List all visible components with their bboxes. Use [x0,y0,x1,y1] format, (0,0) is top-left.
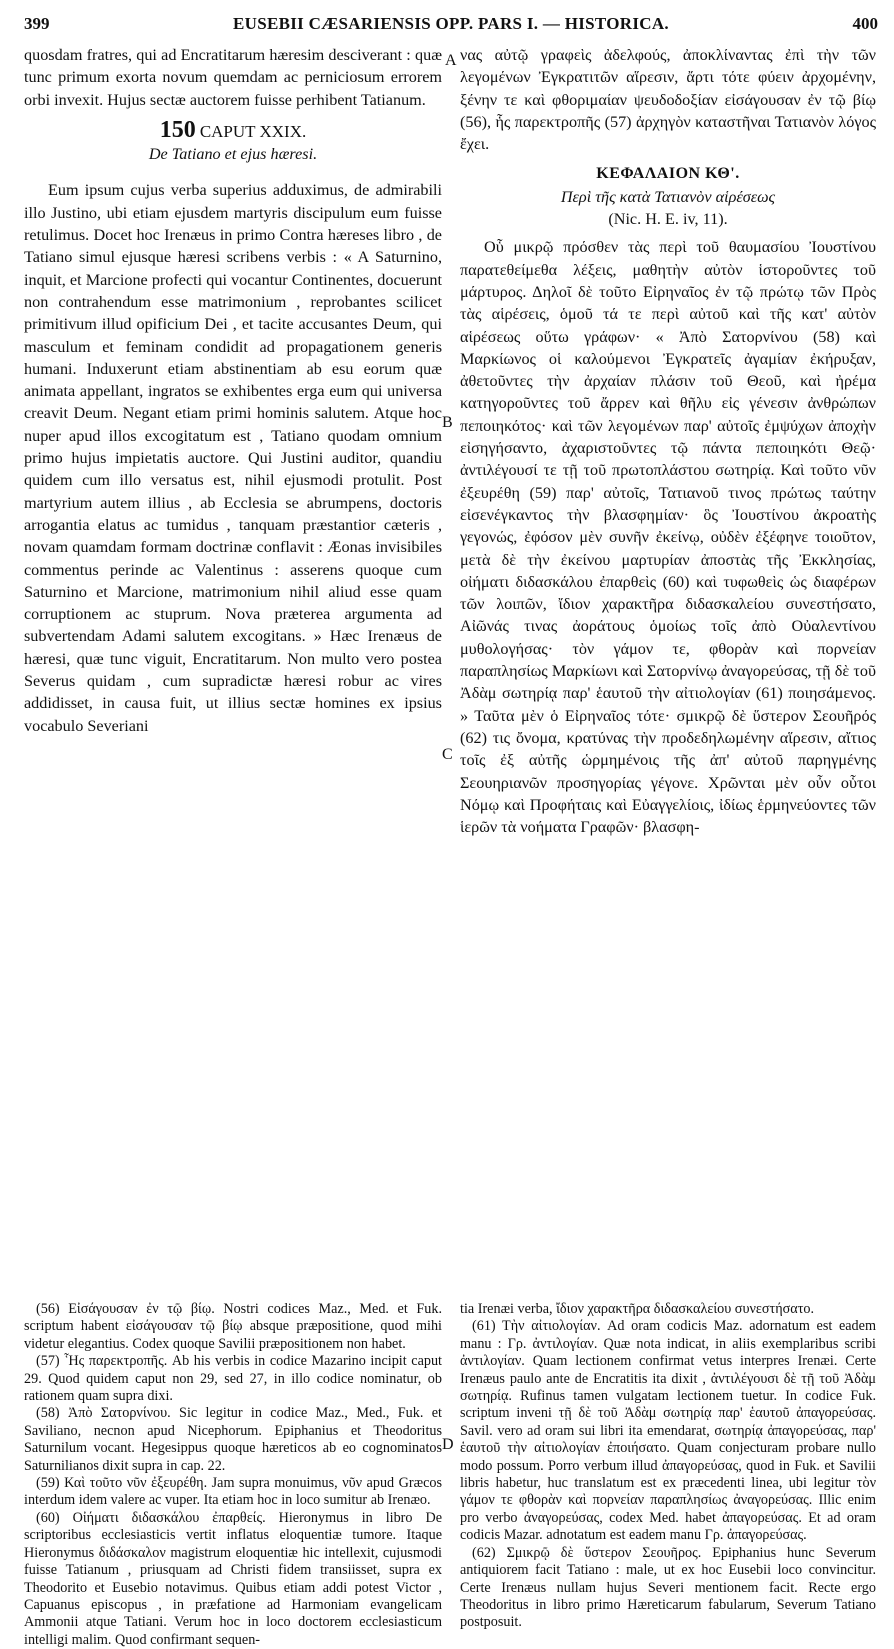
latin-chapter-heading [24,116,442,143]
footnote-56: (56) Εἰσάγουσαν ἐν τῷ βίῳ. Nostri codices Maz., Med. et Fuk. scriptum habent εἰσάγουσαν τῷ βίῳ absque præpositione, quod mihi videtur elegantius. Codex quoque Savilii præpositionem non habet. [24,1301,442,1352]
footnote-60: (60) Οἰήματι διδασκάλου ἐπαρθείς. Hieronymus in libro De scriptoribus ecclesiasticis vertit inflatus eloquentiæ tumore. Itaque Hieronymus διδάσκαλον magistrum eloquentiæ hic intellexit, cujusmodi fuisse Tatianum , priusquam ad Christi fidem transiisset, supra ex Theodorito et Eusebio notavimus. Quibus etiam addi potest Victor , Capuanus episcopus , in præfatione ad Harmoniam evangelicam Ammonii atque Tatiani. Verum hoc in loco doctorem ecclesiasticum intelligi malim. Quod confirmant sequen- [24,1509,442,1648]
chapter-number: 150 [159,116,196,143]
running-title: EUSEBII CÆSARIENSIS OPP. PARS I. — HISTORICA. [233,14,669,33]
latin-body: Eum ipsum cujus verba superius adduximus, de admirabili illo Justino, ubi etiam ejusdem martyris discipulum eum fuisse retulimus. Docet hoc Irenæus in primo Contra hæreses libro , de Tatiano simul ejusque hæresi scribens verbis : « A Saturnino, inquit, et Marcione profecti qui vocantur Continentes, docuerunt non contrahendum esse matrimonium , reprobantes scilicet primitivum illud opificium Dei , et tacite accusantes Deum, qui masculum et feminam condidit ad propagationem generis humani. Induxerunt etiam abstinentiam ab esu eorum quæ animata appellant, ingratos se exhibentes erga eum qui universa creavit Deum. Negant etiam primi hominis salutem. Atque hoc nuper apud illos excogitatum est , Tatiano quodam omnium primo hujus impietatis auctore. Qui Justini auditor, quandiu quidem cum illo versatus est, nihil ejusmodi protulit. Post martyrium autem illius , ab Ecclesia se abrumpens, doctoris arrogantia elatus ac tumidus , tanquam præstantior cæteris , novam quamdam formam doctrinæ conflavit : Æonas invisibiles commentus perinde ac Valentinus : asserens quoque cum Saturnino et Marcione, matrimonium nihil aliud esse quam corruptionem ac stuprum. Nova præterea argumenta ad subvertendam Adami salutem excogitans. » Hæc Irenæus de hæresi, quæ tunc viguit, Encratitarum. Non multo vero postea Severus quidam , cum supradictæ hæresi robur ac vires addidisset, in causa fuit, ut illius sectæ homines ex ipsius vocabulo Severiani [24,181,442,735]
latin-chapter-title: CAPUT XXIX. [199,121,307,141]
greek-column [460,44,876,838]
greek-chapter-ref: (Nic. H. E. iv, 11). [608,210,728,229]
latin-intro: quosdam fratres, qui ad Encratitarum hæresim desciverant : quæ tunc primum exorta novum quemdam ac perniciosum errorem orbi invexit. Hujus sectæ auctorem fuisse perhibent Tatianum. [24,46,442,109]
margin-letter-a: A [445,52,457,69]
footnote-61: (61) Τὴν αἰτιολογίαν. Ad oram codicis Maz. adornatum est eadem manu : Γρ. ἀντιλογίαν. Quæ nota indicat, in aliis exemplaribus scribi ἀντιλογίαν. Quam lectionem confirmat vetus interpres Irenæi. Certe Irenæus paulo ante de Encratitis ita dixit , ἀντιλέγουσι δὲ τῇ τοῦ Ἀδὰμ σωτηρίᾳ. Rufinus tamen vulgatam lectionem tuetur. In codice Fuk. scriptum inveni τῇ δὲ τοῦ Ἀδὰμ σωτηρίᾳ παρ' ἑαυτοῦ ἀπαγορεύσας. Savil. vero ad oram sui libri ita emendarat, σωτηρίᾳ ἀπαγορεύσας, παρ' ἑαυτοῦ τὴν αἰτιολογίαν ἐποιήσατο. Quam conjecturam probare nullo modo possum. Porro verbum illud ἀπαγορεύσας, quod in Fuk. et Savilii libris habetur, huc translatum est ex præcedenti linea, ubi legitur τὸν γάμον τε φθορὰν καὶ πορνείαν παραπλησίως ἀναγορεύσας. Illic enim pro verbo ἀναγορεύσας, codex Med. habet ἀπαγορεύσας. Et ad oram codicis Mazar. adnotatum est eadem manu Γρ. ἀπαγορεύσας. [460,1318,876,1544]
page-number-left: 399 [24,14,50,33]
footnote-59: (59) Καὶ τοῦτο νῦν ἐξευρέθη. Jam supra monuimus, νῦν apud Græcos interdum idem valere ac vuper. Ita etiam hoc in loco sumitur ab Irenæo. [24,1475,442,1509]
footnote-60-continued: tia Irenæi verba, ἴδιον χαρακτῆρα διδασκαλείου συνεστήσατο. [460,1301,815,1317]
footnote-62: (62) Σμικρῷ δὲ ὕστερον Σεουῆρος. Epiphanius hunc Severum antiquiorem facit Tatiano : male, ut ex hoc Eusebii loco convincitur. Certe Irenæus nullam hujus Severi mentionem facit. Recte ergo Theodoritus in libro primo Hæreticarum fabularum, Severum Tatiano postposuit. [460,1544,876,1631]
margin-letter-c: C [442,746,453,763]
footnotes-right [460,1301,876,1632]
footnotes-left [24,1301,442,1649]
latin-chapter-subtitle: De Tatiano et ejus hæresi. [148,145,318,164]
greek-intro: νας αὐτῷ γραφεὶς ἀδελφούς, ἀποκλίναντας ἐπὶ τὴν τῶν λεγομένων Ἐγκρατιτῶν αἵρεσιν, ἄρτι τότε φύειν ἀρχομένην, ξένην τε καὶ φθοριμαίαν ψευδοδοξίαν εἰσάγουσαν ἐν τῷ βίῳ (56), ἧς παρεκτροπῆς (57) ἀρχηγὸν καταστῆναι Τατιανὸν λόγος ἔχει. [460,46,876,154]
greek-body: Οὗ μικρῷ πρόσθεν τὰς περὶ τοῦ θαυμασίου Ἰουστίνου παρατεθείμεθα λέξεις, μαθητὴν αὐτὸν ἱστοροῦντες τοῦ μάρτυρος. Δηλοῖ δὲ τοῦτο Εἰρηναῖος ἐν τῷ πρώτῳ τῶν Πρὸς τὰς αἱρέσεις, ὁμοῦ τά τε περὶ αὐτοῦ καὶ τῆς κατ' αὐτὸν αἱρέσεως οὕτω γράφων· « Ἀπὸ Σατορνίνου (58) καὶ Μαρκίωνος οἱ καλούμενοι Ἐγκρατεῖς ἀγαμίαν ἐκήρυξαν, ἀθετοῦντες τὴν ἀρχαίαν πλάσιν τοῦ Θεοῦ, καὶ ἠρέμα κατηγοροῦντες τοῦ ἄρρεν καὶ θῆλυ εἰς γένεσιν ἀνθρώπων πεποιηκότος· καὶ τῶν λεγομένων παρ' αὐτοῖς ἐμψύχων ἀποχὴν εἰσηγήσαντο, ἀχαριστοῦντες τῷ πάντα πεποιηκότι Θεῷ· ἀντιλέγουσί τε τῇ τοῦ πρωτοπλάστου σωτηρίᾳ. Καὶ τοῦτο νῦν ἐξευρέθη (59) παρ' αὐτοῖς, Τατιανοῦ τινος πρώτως ταύτην εἰσενέγκαντος τὴν βλασφημίαν· ὃς Ἰουστίνου ἀκροατὴς γεγονώς, ἐφόσον μὲν συνῆν ἐκείνῳ, οὐδὲν ἐξέφηνε τοιοῦτον, μετὰ δὲ τὴν ἐκείνου μαρτυρίαν ἀποστὰς τῆς Ἐκκλησίας, οἰήματι διδασκάλου ἐπαρθεὶς (60) καὶ τυφωθεὶς ὡς διαφέρων τῶν λοιπῶν, ἴδιον χαρακτῆρα διδασκαλείου συνεστήσατο, Αἰῶνάς τινας ἀοράτους ὁμοίως τοῖς ἀπὸ Οὐαλεντίνου μυθολογήσας· τὸν γάμον τε, φθορὰν καὶ πορνείαν παραπλησίως Μαρκίωνι καὶ Σατορνίνῳ ἀναγορεύσας, τῇ δὲ τοῦ Ἀδὰμ σωτηρίᾳ παρ' ἑαυτοῦ τὴν αἰτιολογίαν (61) ποιησάμενος. » Ταῦτα μὲν ὁ Εἰρηναῖος τότε· σμικρῷ δὲ ὕστερον Σεουῆρός (62) τις ὄνομα, κρατύνας τὴν προδεδηλωμένην αἵρεσιν, αἴτιος τοῖς ἐξ αὐτῆς ὡρμημένοις τῆς ἀπ' αὐτοῦ παρηγμένης Σεουηριανῶν προσηγορίας γέγονε. Χρῶνται μὲν οὖν οὗτοι Νόμῳ καὶ Προφήταις καὶ Εὐαγγελίοις, ἰδίως ἑρμηνεύοντες τῶν ἱερῶν τὰ νοήματα Γραφῶν· βλασφη- [460,238,876,837]
latin-column [24,44,442,737]
margin-letter-b: B [442,414,453,431]
footnote-58: (58) Ἀπὸ Σατορνίνου. Sic legitur in codice Maz., Med., Fuk. et Saviliano, necnon apud Nicephorum. Epiphanius et Theodoritus Saturnilum vocant. Hegesippus quoque hæreticos ab eo cognominatos Saturnilianos dixit supra in cap. 22. [24,1405,442,1474]
footnote-57: (57) Ἧς παρεκτροπῆς. Ab his verbis in codice Mazarino incipit caput 29. Quod quidem caput non 29, sed 27, in illo codice nominatur, ob rationem quam supra dixi. [24,1353,442,1405]
running-header [24,14,878,38]
margin-letter-d: D [442,1436,454,1453]
page-number-right: 400 [852,14,878,33]
greek-chapter-subtitle: Περὶ τῆς κατὰ Τατιανὸν αἱρέσεως [560,187,776,206]
greek-chapter-title: ΚΕΦΑΛΑΙΟΝ ΚΘ'. [596,165,740,183]
